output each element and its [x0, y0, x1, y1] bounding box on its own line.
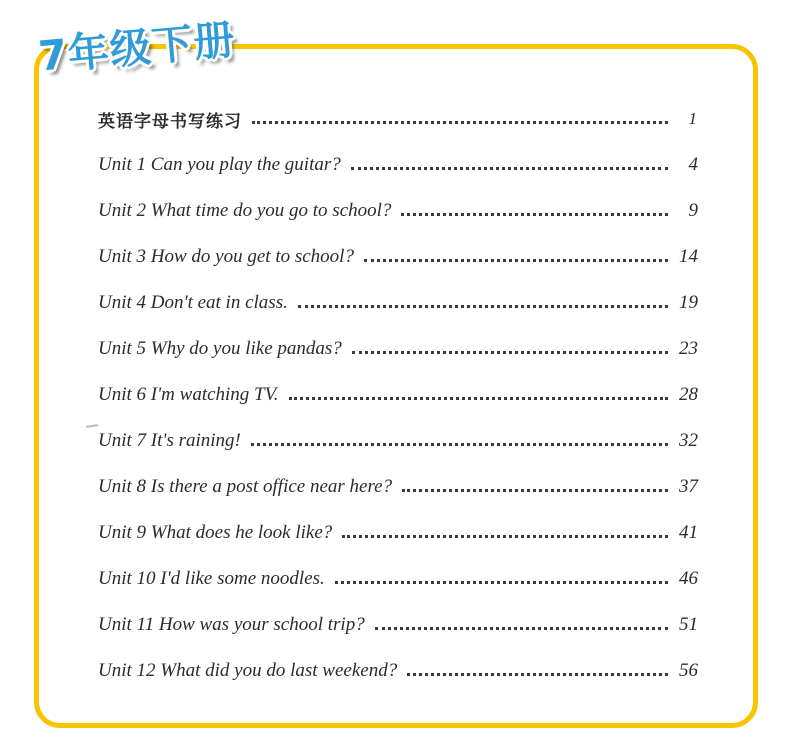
toc-entry-page: 19: [679, 292, 698, 313]
toc-entry-title: Unit 7 It's raining!: [98, 430, 241, 451]
toc-entry-page: 46: [679, 568, 698, 589]
toc-leader-dots: [342, 535, 668, 538]
toc-entry-unit-9: [98, 510, 698, 556]
grade-badge-label: 7年级下册: [36, 14, 238, 81]
toc-entry-page: 4: [688, 154, 698, 175]
toc-leader-dots: [251, 443, 668, 446]
toc-entry-page: 9: [688, 200, 698, 221]
toc-entry-title: Unit 1 Can you play the guitar?: [98, 154, 341, 175]
toc-entry-page: 41: [679, 522, 698, 543]
toc-entry-title: Unit 10 I'd like some noodles.: [98, 568, 325, 589]
toc-entry-title: Unit 12 What did you do last weekend?: [98, 660, 398, 681]
toc-entry-unit-2: [98, 188, 698, 234]
toc-entry-writing-practice: [98, 96, 698, 142]
toc-entry-page: 14: [679, 246, 698, 267]
toc-entry-page: 37: [679, 476, 698, 497]
toc-entry-page: 51: [679, 614, 698, 635]
table-of-contents: [98, 96, 698, 694]
toc-entry-title: Unit 8 Is there a post office near here?: [98, 476, 393, 497]
toc-leader-dots: [298, 305, 668, 308]
toc-entry-unit-1: [98, 142, 698, 188]
toc-entry-title: Unit 9 What does he look like?: [98, 522, 333, 543]
toc-entry-title: Unit 6 I'm watching TV.: [98, 384, 279, 405]
toc-entry-title: Unit 3 How do you get to school?: [98, 246, 354, 267]
toc-entry-title: Unit 4 Don't eat in class.: [98, 292, 288, 313]
toc-entry-unit-12: [98, 648, 698, 694]
toc-leader-dots: [401, 213, 668, 216]
toc-entry-title: Unit 11 How was your school trip?: [98, 614, 365, 635]
toc-entry-page: 23: [679, 338, 698, 359]
toc-entry-page: 1: [688, 109, 698, 128]
toc-entry-page: 56: [679, 660, 698, 681]
toc-leader-dots: [335, 581, 668, 584]
toc-entry-title: 英语字母书写练习: [98, 111, 242, 132]
toc-entry-unit-5: [98, 326, 698, 372]
toc-leader-dots: [375, 627, 668, 630]
toc-entry-unit-6: [98, 372, 698, 418]
toc-entry-unit-10: [98, 556, 698, 602]
toc-entry-unit-7: [98, 418, 698, 464]
toc-leader-dots: [289, 397, 668, 400]
toc-entry-unit-8: [98, 464, 698, 510]
toc-leader-dots: [364, 259, 668, 262]
toc-entry-page: 32: [679, 430, 698, 451]
toc-entry-title: Unit 5 Why do you like pandas?: [98, 338, 342, 359]
toc-leader-dots: [351, 167, 668, 170]
toc-entry-title: Unit 2 What time do you go to school?: [98, 200, 392, 221]
toc-leader-dots: [352, 351, 668, 354]
toc-leader-dots: [407, 673, 668, 676]
toc-leader-dots: [252, 121, 668, 124]
toc-entry-unit-3: [98, 234, 698, 280]
toc-entry-unit-4: [98, 280, 698, 326]
toc-entry-page: 28: [679, 384, 698, 405]
toc-entry-unit-11: [98, 602, 698, 648]
toc-leader-dots: [402, 489, 668, 492]
